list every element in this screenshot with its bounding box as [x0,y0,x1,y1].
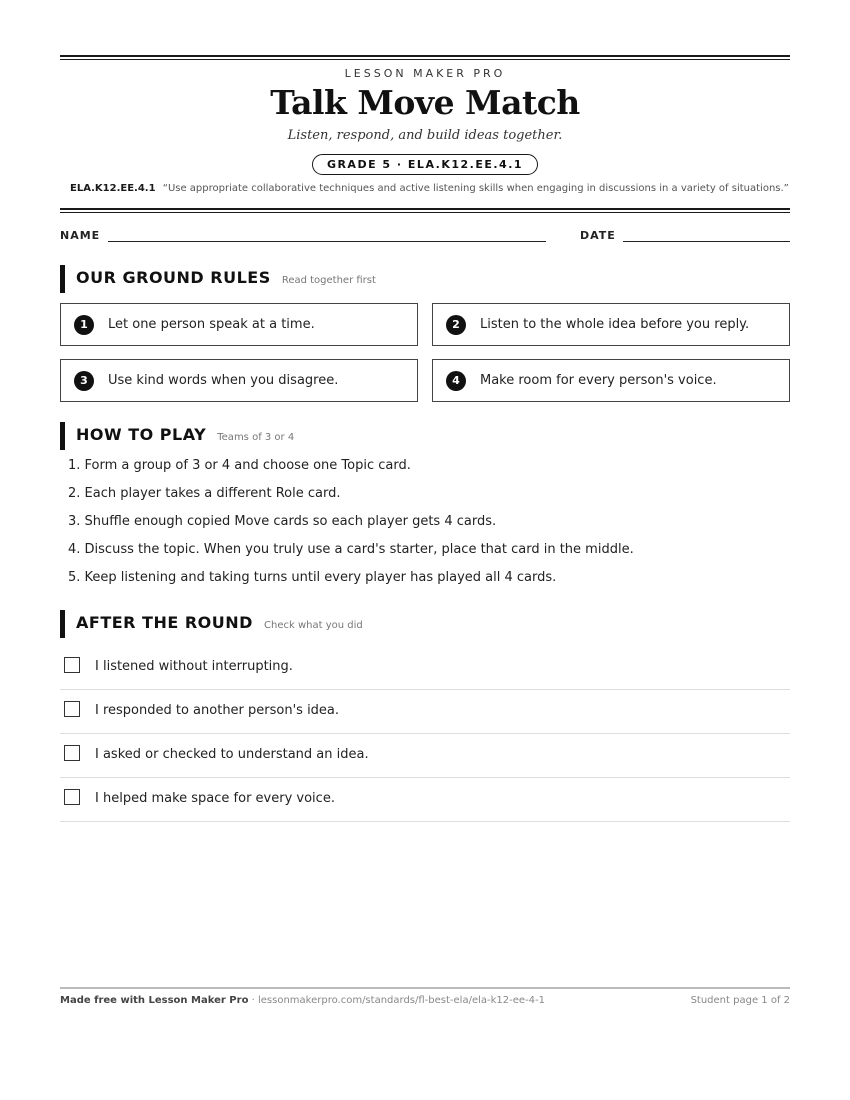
checklist-label: I listened without interrupting. [95,659,293,674]
header-rule [60,208,790,213]
checklist-item [60,734,790,778]
rule-text: Use kind words when you disagree. [108,373,339,388]
checklist-label: I asked or checked to understand an idea. [95,747,369,762]
footer-url[interactable]: · lessonmakerpro.com/standards/fl-best-ela/ela-k12-ee-4-1 [248,995,545,1006]
checklist-label: I responded to another person's idea. [95,703,340,718]
date-field[interactable] [623,241,790,242]
brand-name: LESSON MAKER PRO [344,67,506,80]
footer-rule [60,987,790,989]
standard-statement [70,183,790,194]
ground-rules-heading [60,265,376,293]
page-footer [60,995,790,1006]
rule-number: 4 [446,371,466,391]
list-item: 3. Shuffle enough copied Move cards so each player gets 4 cards. [68,514,497,529]
ground-rules-subtitle: Read together first [281,275,376,286]
rule-card [60,359,418,402]
after-round-title: AFTER THE ROUND [76,613,253,632]
rule-number: 2 [446,315,466,335]
standard-code: ELA.K12.EE.4.1 [70,183,156,194]
list-item: 1. Form a group of 3 or 4 and choose one Topic card. [68,458,411,473]
rule-number: 1 [74,315,94,335]
how-to-play-steps [68,458,788,598]
page-subtitle: Listen, respond, and build ideas together. [287,128,563,143]
list-item: 4. Discuss the topic. When you truly use a card's starter, place that card in the middle. [68,542,634,557]
after-round-heading [60,610,363,638]
name-label: NAME [60,229,101,242]
checklist-label: I helped make space for every voice. [95,791,335,806]
checkbox[interactable] [64,657,80,673]
rule-text: Let one person speak at a time. [108,317,315,332]
standard-text: “Use appropriate collaborative techniques and active listening skills when engaging in discussions in a variety of situations.” [162,183,789,194]
rule-card [432,359,790,402]
how-to-play-subtitle: Teams of 3 or 4 [217,432,295,443]
top-rule [60,55,790,60]
checklist-item [60,778,790,822]
rule-card [432,303,790,346]
checkbox[interactable] [64,701,80,717]
rule-text: Make room for every person's voice. [480,373,717,388]
page-title: Talk Move Match [270,83,580,122]
checkbox[interactable] [64,745,80,761]
after-round-subtitle: Check what you did [264,620,363,631]
how-to-play-heading [60,422,294,450]
how-to-play-title: HOW TO PLAY [76,425,207,444]
list-item: 2. Each player takes a different Role card. [68,486,341,501]
grade-badge: GRADE 5 · ELA.K12.EE.4.1 [312,154,538,175]
rule-text: Listen to the whole idea before you reply. [480,317,750,332]
checklist-item [60,646,790,690]
reflection-checklist [60,646,790,822]
ground-rules-title: OUR GROUND RULES [76,268,271,287]
rule-number: 3 [74,371,94,391]
list-item: 5. Keep listening and taking turns until every player has played all 4 cards. [68,570,557,585]
checkbox[interactable] [64,789,80,805]
name-field[interactable] [108,241,546,242]
footer-credit: Made free with Lesson Maker Pro [60,995,249,1006]
rule-card [60,303,418,346]
checklist-item [60,690,790,734]
page-number: Student page 1 of 2 [690,995,790,1006]
date-label: DATE [580,229,616,242]
worksheet-page [60,0,790,1100]
